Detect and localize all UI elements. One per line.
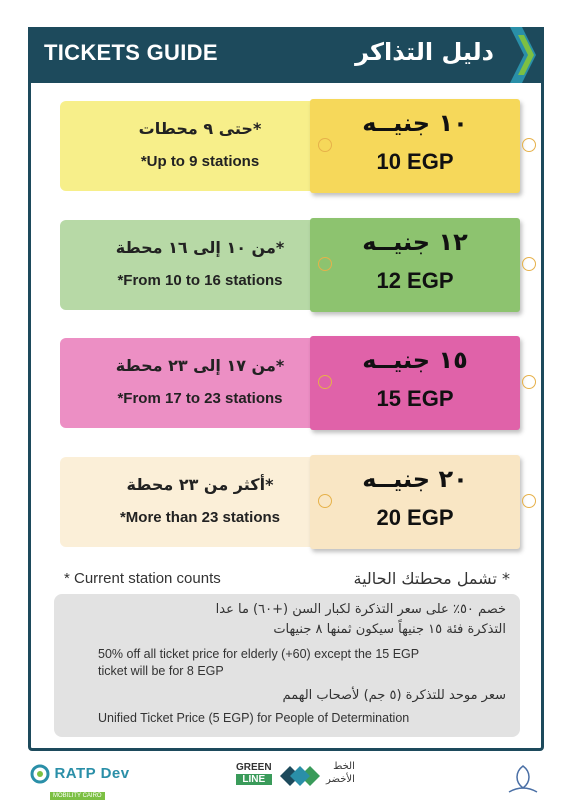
title-en: TICKETS GUIDE bbox=[44, 40, 218, 65]
ticket-price-4 bbox=[310, 455, 520, 549]
price-en: 12 EGP bbox=[376, 268, 454, 293]
note-ar: * تشمل محطتك الحالية bbox=[353, 569, 510, 588]
ratp-sub: MOBILITY CAIRO bbox=[50, 792, 105, 800]
title-ar: دليل التذاكر bbox=[355, 38, 494, 66]
stamp-icon bbox=[522, 138, 536, 152]
stamp-icon bbox=[522, 375, 536, 389]
discount-en-1: 50% off all ticket price for elderly (+60) except the 15 EGP bbox=[98, 647, 420, 661]
ticket-price-1 bbox=[310, 99, 520, 193]
ticket-row-3 bbox=[60, 336, 520, 430]
price-ar: ١٥ جنيــه bbox=[362, 346, 468, 374]
range-ar: *من ١٠ إلى ١٦ محطة bbox=[115, 238, 285, 257]
chevron-icon bbox=[510, 27, 540, 83]
stamp-icon bbox=[522, 257, 536, 271]
ratp-mark-icon bbox=[30, 764, 50, 784]
ticket-row-4 bbox=[60, 455, 520, 549]
green-line-mark-icon bbox=[280, 762, 320, 790]
price-en: 10 EGP bbox=[376, 149, 454, 174]
price-ar: ١٠ جنيــه bbox=[362, 109, 468, 137]
green-line-logo bbox=[236, 762, 272, 785]
price-en: 15 EGP bbox=[376, 386, 454, 411]
header-bar bbox=[28, 27, 544, 83]
discount-en-3: Unified Ticket Price (5 EGP) for People of Determination bbox=[98, 711, 410, 725]
price-ar: ٢٠ جنيــه bbox=[362, 465, 468, 493]
stamp-icon bbox=[522, 494, 536, 508]
stamp-icon bbox=[318, 375, 332, 389]
discount-ar-2: التذكرة فئة ١٥ جنيهاً سيكون ثمنها ٨ جنيهات bbox=[273, 622, 506, 637]
range-ar: *من ١٧ إلى ٢٣ محطة bbox=[115, 356, 285, 375]
price-ar: ١٢ جنيــه bbox=[362, 228, 468, 256]
stamp-icon bbox=[318, 257, 332, 271]
ticket-row-2 bbox=[60, 218, 520, 312]
discount-box bbox=[54, 594, 520, 737]
ticket-price-3 bbox=[310, 336, 520, 430]
ticket-price-2 bbox=[310, 218, 520, 312]
range-en: *More than 23 stations bbox=[119, 509, 281, 526]
discount-ar-3: سعر موحد للتذكرة (٥ جم) لأصحاب الهمم bbox=[282, 688, 506, 703]
discount-en-2: ticket will be for 8 EGP bbox=[98, 664, 224, 678]
footer bbox=[0, 752, 570, 806]
ratp-logo bbox=[30, 764, 130, 802]
khat-text-1: الخط bbox=[333, 761, 355, 772]
ratp-name: RATP Dev bbox=[54, 765, 130, 783]
range-en: *From 10 to 16 stations bbox=[117, 272, 283, 289]
range-en: *Up to 9 stations bbox=[140, 153, 260, 170]
green-line-text-2: LINE bbox=[236, 774, 272, 785]
ticket-row-1 bbox=[60, 99, 520, 193]
discount-ar-1: خصم ٥٠٪ على سعر التذكرة لكبار السن (+٦٠) ما عدا bbox=[215, 602, 506, 617]
green-line-text-1: GREEN bbox=[236, 762, 272, 773]
price-en: 20 EGP bbox=[376, 505, 454, 530]
range-ar: *حتى ٩ محطات bbox=[138, 119, 262, 138]
stamp-icon bbox=[318, 494, 332, 508]
stamp-icon bbox=[318, 138, 332, 152]
khat-text-2: الأخضر bbox=[326, 774, 355, 785]
khat-logo bbox=[326, 760, 355, 786]
range-ar: *أكثر من ٢٣ محطة bbox=[126, 475, 274, 494]
note-en: * Current station counts bbox=[64, 570, 221, 587]
range-en: *From 17 to 23 stations bbox=[117, 390, 283, 407]
transport-agency-emblem-icon bbox=[498, 762, 548, 800]
